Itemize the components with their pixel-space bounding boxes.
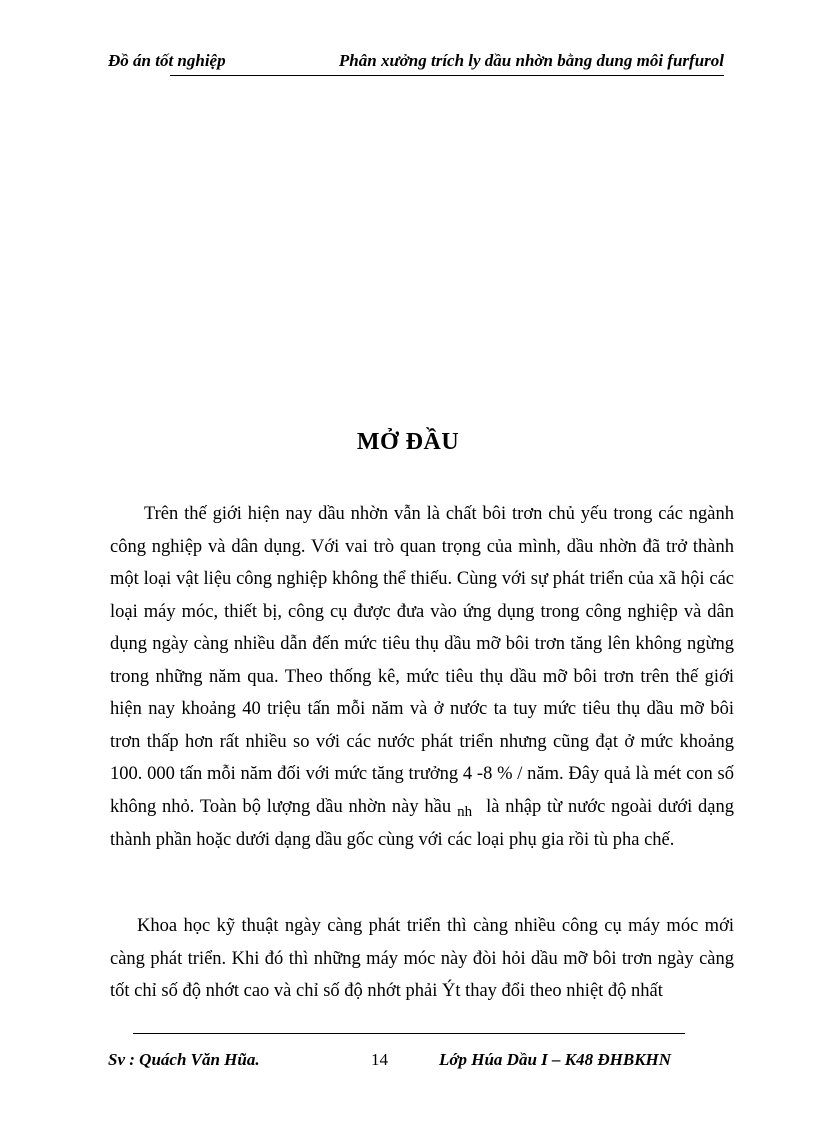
paragraph-intro-continued: là nhập từ nước ngoài dưới dạng thành phần hoặc dưới dạng dầu gốc cùng với các loại phụ gia rồi tù pha chế.: [110, 796, 734, 850]
footer-divider: [133, 1033, 685, 1034]
page-header: [108, 51, 724, 77]
section-title: MỞ ĐẦU: [356, 429, 460, 455]
footer-student-name: Sv : Quách Văn Hũa.: [108, 1050, 260, 1069]
body-paragraph-2: [110, 910, 734, 1016]
footer-class-name: Lớp Húa Dầu I – K48 ĐHBKHN: [439, 1050, 672, 1069]
paragraph-technology: Khoa học kỹ thuật ngày càng phát triển thì càng nhiều công cụ máy móc mới càng phát triển. Khi đó thì những máy móc này đòi hỏi dầu mỡ bôi trơn ngày càng tốt chỉ số độ nhớt cao và chỉ số độ nhớt phải Ýt thay đổi theo nhiệt độ nhất: [110, 916, 734, 1001]
page-number: 14: [371, 1050, 388, 1069]
paragraph-intro-text: Trên thế giới hiện nay dầu nhờn vẫn là chất bôi trơn chủ yếu trong các ngành công nghiệp và dân dụng. Với vai trò quan trọng của mình, dầu nhờn đã trở thành một loại vật liệu công nghiệp không thể thiếu. Cùng với sự phát triển của xã hội các loại máy móc, thiết bị, công cụ được đưa vào ứng dụng trong công nghiệp và dân dụng ngày càng nhiều dẫn đến mức tiêu thụ dầu mỡ bôi trơn tăng lên không ngừng trong những năm qua. Theo thống kê, mức tiêu thụ dầu mỡ bôi trơn trên thế giới hiện nay khoảng 40 triệu tấn mỗi năm và ở nước ta tuy mức tiêu thụ dầu mỡ bôi trơn thấp hơn rất nhiều so với các nước phát triển nhưng cũng đạt ở mức khoảng 100. 000 tấn mỗi năm đối với mức tăng trưởng 4 -8 % / năm. Đây quả là mét con số không nhỏ. Toàn bộ lượng dầu nhờn này hầu: [110, 504, 734, 817]
body-paragraph-1: [110, 498, 734, 865]
paragraph-subscript-fragment: nh: [457, 803, 473, 820]
header-document-type: Đồ án tốt nghiệp: [108, 51, 226, 70]
header-divider: [170, 75, 724, 76]
paragraph-intro: [110, 498, 734, 857]
header-project-title: Phân xưởng trích ly dầu nhờn bằng dung môi furfurol: [338, 51, 724, 70]
page-footer: [0, 1050, 816, 1076]
